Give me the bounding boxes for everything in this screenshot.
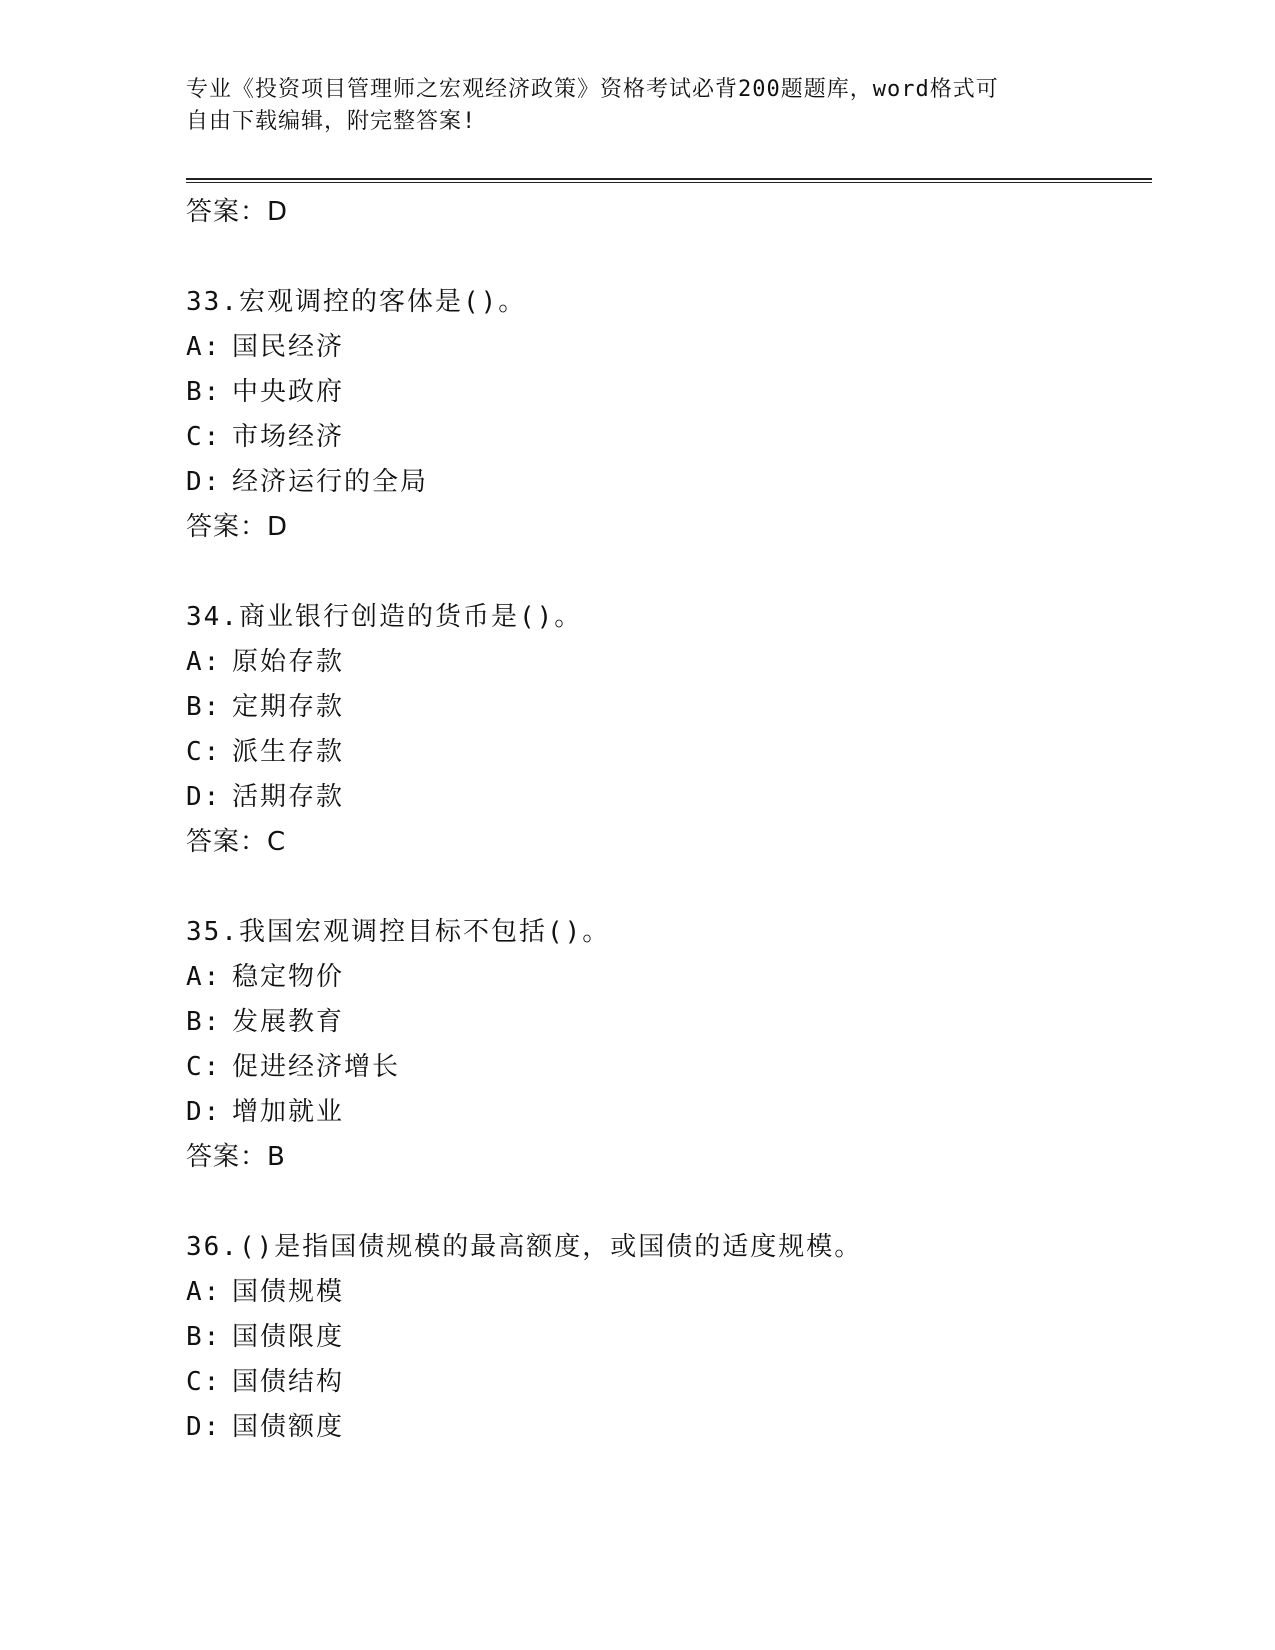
option-letter: A: xyxy=(186,962,222,992)
option-text: 国债规模 xyxy=(232,1277,345,1307)
header-line-2: 自由下载编辑，附完整答案! xyxy=(186,109,477,134)
option-c xyxy=(186,730,1146,775)
option-b xyxy=(186,685,1146,730)
question-item xyxy=(186,595,1146,865)
option-text: 国债限度 xyxy=(232,1322,345,1352)
option-text: 国债额度 xyxy=(232,1412,345,1442)
question-item xyxy=(186,910,1146,1180)
option-b xyxy=(186,1315,1146,1360)
option-letter: C: xyxy=(186,1052,222,1082)
option-text: 稳定物价 xyxy=(232,962,345,992)
question-text: 36.()是指国债规模的最高额度，或国债的适度规模。 xyxy=(186,1232,863,1262)
question-text: 33.宏观调控的客体是()。 xyxy=(186,287,527,317)
answer-line: 答案：D xyxy=(186,197,289,227)
option-text: 增加就业 xyxy=(232,1097,345,1127)
question-item xyxy=(186,1225,1146,1450)
option-letter: C: xyxy=(186,1367,222,1397)
option-a xyxy=(186,1270,1146,1315)
option-a xyxy=(186,325,1146,370)
option-letter: D: xyxy=(186,1097,222,1127)
option-letter: B: xyxy=(186,692,222,722)
option-c xyxy=(186,1045,1146,1090)
question-item xyxy=(186,280,1146,550)
option-letter: C: xyxy=(186,737,222,767)
option-b xyxy=(186,1000,1146,1045)
option-a xyxy=(186,955,1146,1000)
option-text: 经济运行的全局 xyxy=(232,467,429,497)
option-text: 原始存款 xyxy=(232,647,345,677)
question-list xyxy=(186,190,1146,1450)
option-text: 发展教育 xyxy=(232,1007,345,1037)
option-d xyxy=(186,460,1146,505)
option-text: 促进经济增长 xyxy=(232,1052,401,1082)
option-letter: A: xyxy=(186,332,222,362)
option-text: 定期存款 xyxy=(232,692,345,722)
option-b xyxy=(186,370,1146,415)
option-a xyxy=(186,640,1146,685)
option-letter: A: xyxy=(186,1277,222,1307)
answer-line: 答案：C xyxy=(186,827,287,857)
option-text: 中央政府 xyxy=(232,377,345,407)
option-text: 国债结构 xyxy=(232,1367,345,1397)
header-line-1: 专业《投资项目管理师之宏观经济政策》资格考试必背200题题库，word格式可 xyxy=(186,77,999,102)
question-text: 35.我国宏观调控目标不包括()。 xyxy=(186,917,611,947)
option-text: 派生存款 xyxy=(232,737,345,767)
option-d xyxy=(186,1405,1146,1450)
question-text: 34.商业银行创造的货币是()。 xyxy=(186,602,583,632)
option-letter: B: xyxy=(186,1007,222,1037)
option-letter: C: xyxy=(186,422,222,452)
option-letter: B: xyxy=(186,377,222,407)
option-text: 市场经济 xyxy=(232,422,345,452)
option-text: 活期存款 xyxy=(232,782,345,812)
option-letter: D: xyxy=(186,467,222,497)
option-c xyxy=(186,1360,1146,1405)
option-text: 国民经济 xyxy=(232,332,345,362)
option-c xyxy=(186,415,1146,460)
answer-line: 答案：D xyxy=(186,512,289,542)
document-header xyxy=(186,74,1066,138)
option-letter: B: xyxy=(186,1322,222,1352)
answer-line: 答案：B xyxy=(186,1142,286,1172)
option-d xyxy=(186,1090,1146,1135)
option-d xyxy=(186,775,1146,820)
option-letter: D: xyxy=(186,782,222,812)
header-rule-thick xyxy=(186,178,1152,180)
option-letter: A: xyxy=(186,647,222,677)
header-rule-thin xyxy=(186,182,1152,183)
option-letter: D: xyxy=(186,1412,222,1442)
